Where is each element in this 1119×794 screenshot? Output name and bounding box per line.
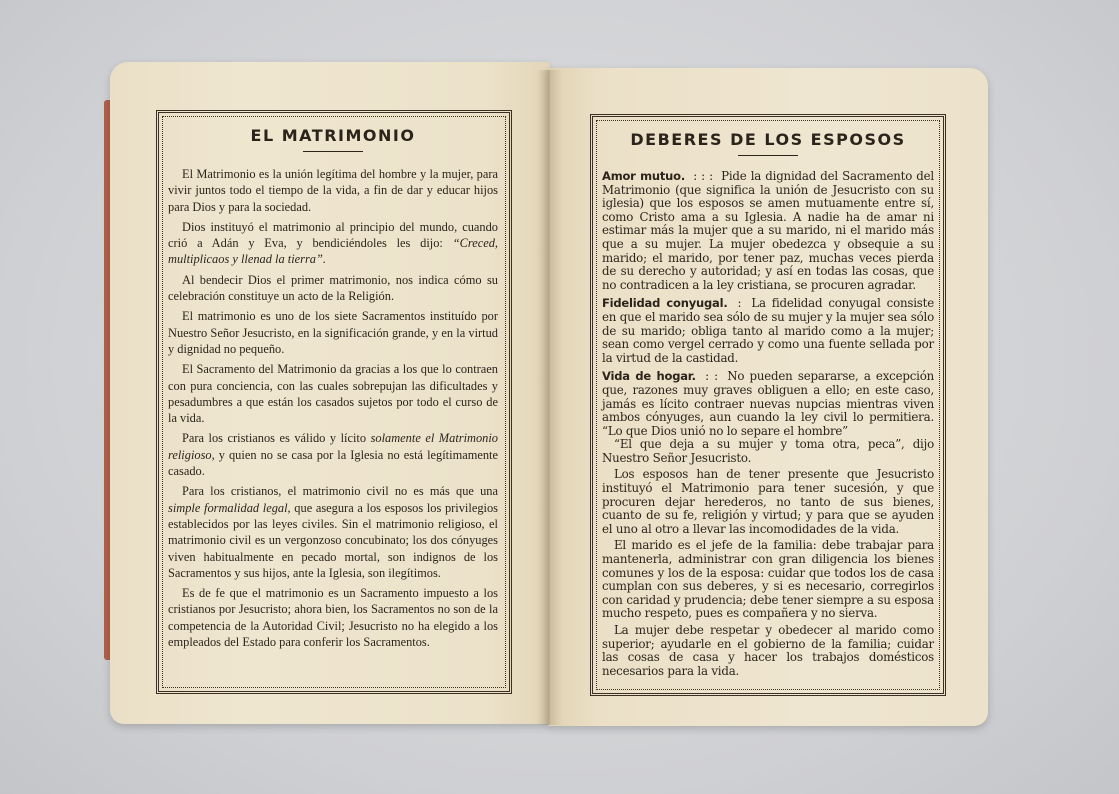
paragraph [168, 219, 498, 268]
section-colons: : : [705, 369, 718, 384]
section-text: No pueden separarse, a excepción que, razones muy graves obliguen a ello; en este caso, jamás es lícito contraer nuevas nupcias mientras viven ambos cónyuges, aun cuando la ley civil lo permitiera. “Lo que Dios unió no lo separe el hombre” [602, 369, 934, 438]
left-page-content [168, 122, 498, 654]
section-heading: Vida de hogar. [602, 369, 696, 384]
paragraph-text: y quien no se casa por la Iglesia no está legítimamente casado. [168, 447, 498, 479]
section-heading: Amor mutuo. [602, 169, 686, 183]
paragraph-text: Dios instituyó el matrimonio al principio del mundo, cuando crió a Adán y Eva, y bendiciéndoles les dijo: [168, 219, 498, 251]
paragraph: El marido es el jefe de la familia: debe trabajar para mantenerla, administrar con gran diligencia los bienes comunes y los de la esposa: cuidar que todos los de casa cumplan con sus deberes, y si es necesario, corregirlos con caridad y prudencia; debe tener siempre a su esposa mucho respeto, pues es compañera y no sierva. [602, 538, 934, 621]
left-page [110, 62, 550, 724]
section-text: Pide la dignidad del Sacramento del Matrimonio (que significa la unión de Jesucristo con su iglesia) que los esposos se amen mutuamente entre sí, como Cristo ama a su Iglesia. A nadie ha de amar ni estimar más la mujer que a su marido, ni el marido más que a su mujer. La mujer obedezca y obsequie a su marido; el marido, por tener paz, muchas veces pierda de su derecho y autoridad; y así en todas las cosas, que no contradicen a la ley cristiana, se procuren agradar. [602, 169, 934, 292]
paragraph: La mujer debe respetar y obedecer al marido como superior; ayudarle en el gobierno de la familia; cuidar las cosas de casa y hacer los trabajos domésticos necesarios para la vida. [602, 623, 934, 678]
paragraph: Los esposos han de tener presente que Jesucristo instituyó el Matrimonio para tener sucesión, y que procuren dejar herederos, no tanto de sus bienes, cuanto de su fe, religión y virtud; y para que se ayuden el uno al otro a llevar las incomodidades de la vida. [602, 467, 934, 536]
paragraph [168, 430, 498, 479]
section-fidelidad-conyugal [602, 297, 934, 365]
paragraph-text: Para los cristianos, el matrimonio civil no es más que una [182, 484, 498, 499]
paragraph: “El que deja a su mujer y toma otra, peca”, dijo Nuestro Señor Jesucristo. [602, 437, 934, 465]
section-amor-mutuo [602, 170, 934, 292]
paragraph: Al bendecir Dios el primer matrimonio, nos indica cómo su celebración constituye un acto de la Religión. [168, 272, 498, 304]
paragraph: El matrimonio es uno de los siete Sacramentos instituído por Nuestro Señor Jesucristo, en la significación grande, y en la virtud y dignidad no pequeño. [168, 309, 498, 356]
paragraph: El Sacramento del Matrimonio da gracias a los que lo contraen con pura conciencia, con las cuales sobrepujan las dificultades y pesadumbres a que están los casados sujetos por todo el curso de la vida. [168, 362, 498, 426]
right-page [548, 68, 988, 726]
section-colons: : [737, 296, 742, 311]
section-vida-de-hogar [602, 370, 934, 438]
emphasis-text: solamente el Matrimonio religioso, [168, 431, 498, 462]
quote-text: “Creced, multiplicaos y llenad la tierra”. [168, 236, 498, 267]
section-heading: Fidelidad conyugal. [602, 296, 728, 311]
right-page-title: DEBERES DE LOS ESPOSOS [630, 130, 906, 149]
right-page-content [602, 126, 934, 681]
section-colons: : : : [693, 169, 713, 183]
left-page-title: EL MATRIMONIO [250, 126, 416, 145]
book-spine [536, 70, 562, 725]
section-text: La fidelidad conyugal consiste en que el marido sea sólo de su mujer y la mujer sea sólo de su marido; obliga tanto al marido como a la mujer; sean como vergel cerrado y como una fuente sellada por la virtud de la castidad. [602, 296, 934, 365]
paragraph-text: Para los cristianos es válido y lícito [182, 431, 367, 446]
title-underline [303, 151, 363, 152]
title-underline [738, 155, 798, 156]
paragraph: El Matrimonio es la unión legítima del hombre y la mujer, para vivir juntos todo el tiempo de la vida, a fin de dar y educar hijos para Dios y para la sociedad. [168, 167, 498, 214]
paragraph-text: que asegura a los esposos los privilegios establecidos por las leyes civiles. Sin el matrimonio religioso, el matrimonio civil es un vergonzoso concubinato; los dos cónyuges viven habitualmente en pecado mortal, son indignos de los Sacramentos y sus hijos, ante la Iglesia, son ilegítimos. [168, 500, 498, 580]
emphasis-text: simple formalidad legal, [168, 500, 291, 515]
paragraph: Es de fe que el matrimonio es un Sacramento impuesto a los cristianos por Jesucristo; ahora bien, los Sacramentos no son de la competencia de la Autoridad Civil; Jesucristo no ha elegido a los empleados del Estado para conferir los Sacramentos. [168, 586, 498, 650]
paragraph [168, 483, 498, 581]
